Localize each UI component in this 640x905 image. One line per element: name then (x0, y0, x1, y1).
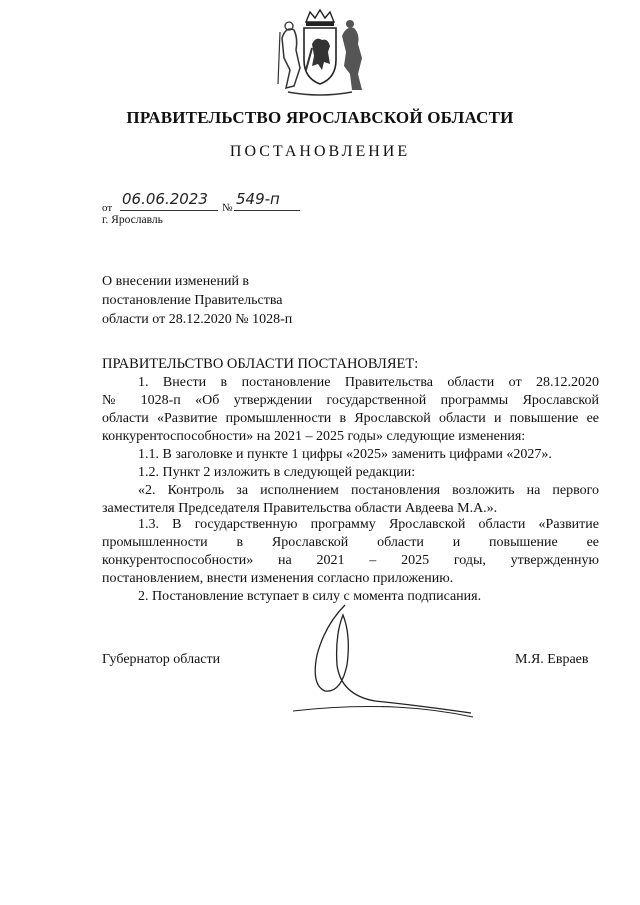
paragraph-line: 1.3. В государственную программу Ярославской области «Развитие (138, 517, 599, 532)
subject-line: О внесении изменений в (102, 274, 250, 289)
paragraph-line: 1.1. В заголовке и пункте 1 цифры «2025» заменить цифрами «2027». (138, 447, 552, 462)
coat-of-arms-icon (272, 8, 368, 100)
signatory-name: М.Я. Евраев (515, 652, 589, 667)
paragraph-1 (102, 374, 599, 446)
quoted-paragraph (102, 482, 599, 518)
decree-heading: ПРАВИТЕЛЬСТВО ОБЛАСТИ ПОСТАНОВЛЯЕТ: (102, 356, 419, 372)
paragraph-line: 1. Внести в постановление Правительства области от 28.12.2020 (138, 375, 599, 390)
number-underline (234, 210, 300, 211)
paragraph-line: заместителя Председателя Правительства области Авдеева М.А.». (102, 501, 498, 516)
organization-title: ПРАВИТЕЛЬСТВО ЯРОСЛАВСКОЙ ОБЛАСТИ (126, 108, 514, 127)
registration-date: 06.06.2023 (122, 190, 208, 208)
registration-number: 549-п (236, 190, 280, 208)
paragraph-1-3 (102, 516, 599, 588)
paragraph-1-2 (102, 464, 599, 482)
handwritten-signature (285, 595, 475, 720)
signatory-position: Губернатор области (102, 652, 221, 667)
paragraph-line: области «Развитие промышленности в Ярославской области и повышение ее (102, 411, 599, 426)
paragraph-line: конкурентоспособности» на 2021 – 2025 годы, утвержденную (102, 553, 599, 568)
paragraph-line: промышленности в Ярославской области и повышение ее (102, 535, 599, 550)
paragraph-1-1 (102, 446, 599, 464)
date-underline (120, 210, 218, 211)
document-type: ПОСТАНОВЛЕНИЕ (229, 143, 411, 160)
paragraph-line: «2. Контроль за исполнением постановления возложить на первого (138, 483, 599, 498)
subject-line: области от 28.12.2020 № 1028-п (102, 312, 293, 327)
paragraph-line: 1.2. Пункт 2 изложить в следующей редакции: (138, 465, 416, 480)
paragraph-line: 2. Постановление вступает в силу с момента подписания. (138, 589, 482, 604)
number-prefix: № (222, 202, 233, 214)
document-subject (102, 272, 292, 329)
subject-line: постановление Правительства (102, 293, 283, 308)
paragraph-line: № 1028-п «Об утверждении государственной программы Ярославской (102, 393, 599, 408)
paragraph-line: конкурентоспособности» на 2021 – 2025 годы» следующие изменения: (102, 429, 526, 444)
city: г. Ярославль (102, 214, 163, 226)
date-prefix: от (102, 202, 113, 214)
paragraph-line: постановлением, внести изменения согласно приложению. (102, 571, 454, 586)
